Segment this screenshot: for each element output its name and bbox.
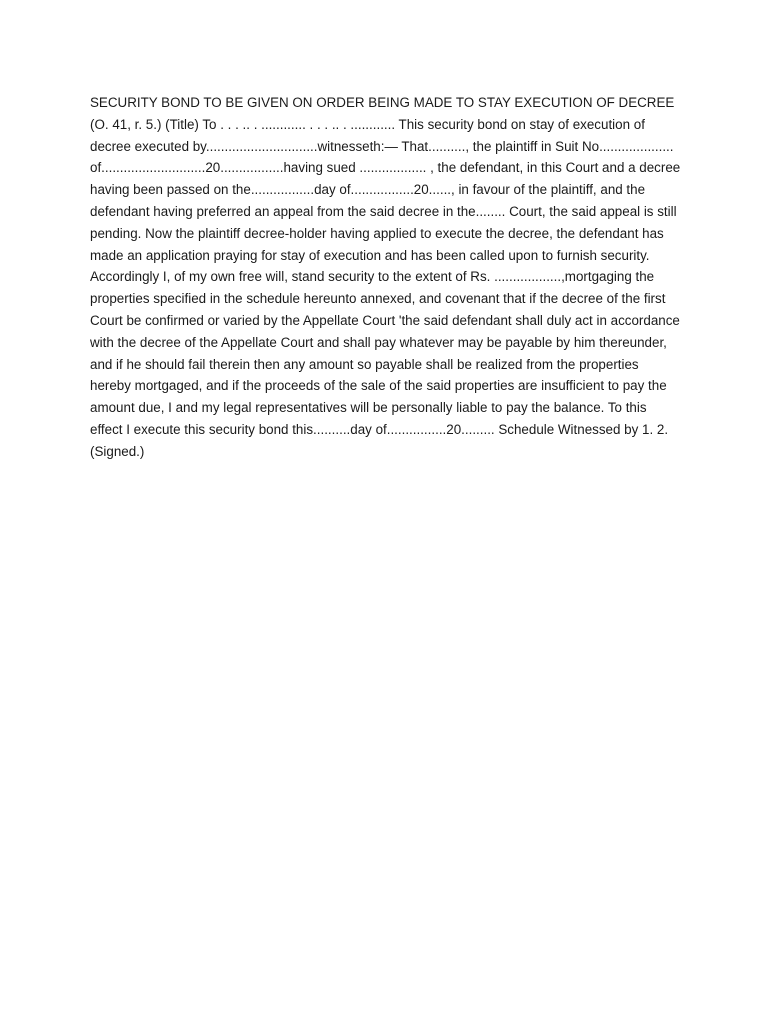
document-body-text: SECURITY BOND TO BE GIVEN ON ORDER BEING MADE TO STAY EXECUTION OF DECREE (O. 41, r. 5.) (Title) To . . . .. . ............ . . . .. . ............ This security bond on stay of execution of decree executed by..............................witnesseth:— That.........., the plaintiff in Suit No.................... of............................20.................having sued .................. , the defendant, in this Court and a decree having been passed on the.................day of.................20......, in favour of the plaintiff, and the defendant having preferred an appeal from the said decree in the........ Court, the said appeal is still pending. Now the plaintiff decree-holder having applied to execute the decree, the defendant has made an application praying for stay of execution and has been called upon to furnish security. Accordingly I, of my own free will, stand security to the extent of Rs. ..................,mortgaging the properties specified in the schedule hereunto annexed, and covenant that if the decree of the first Court be confirmed or varied by the Appellate Court 'the said defendant shall duly act in accordance with the decree of the Appellate Court and shall pay whatever may be payable by him thereunder, and if he should fail therein then any amount so payable shall be realized from the properties hereby mortgaged, and if the proceeds of the sale of the said properties are insufficient to pay the amount due, I and my legal representatives will be personally liable to pay the balance. To this effect I execute this security bond this..........day of................20......... Schedule Witnessed by 1. 2. (Signed.) (90, 95, 681, 459)
